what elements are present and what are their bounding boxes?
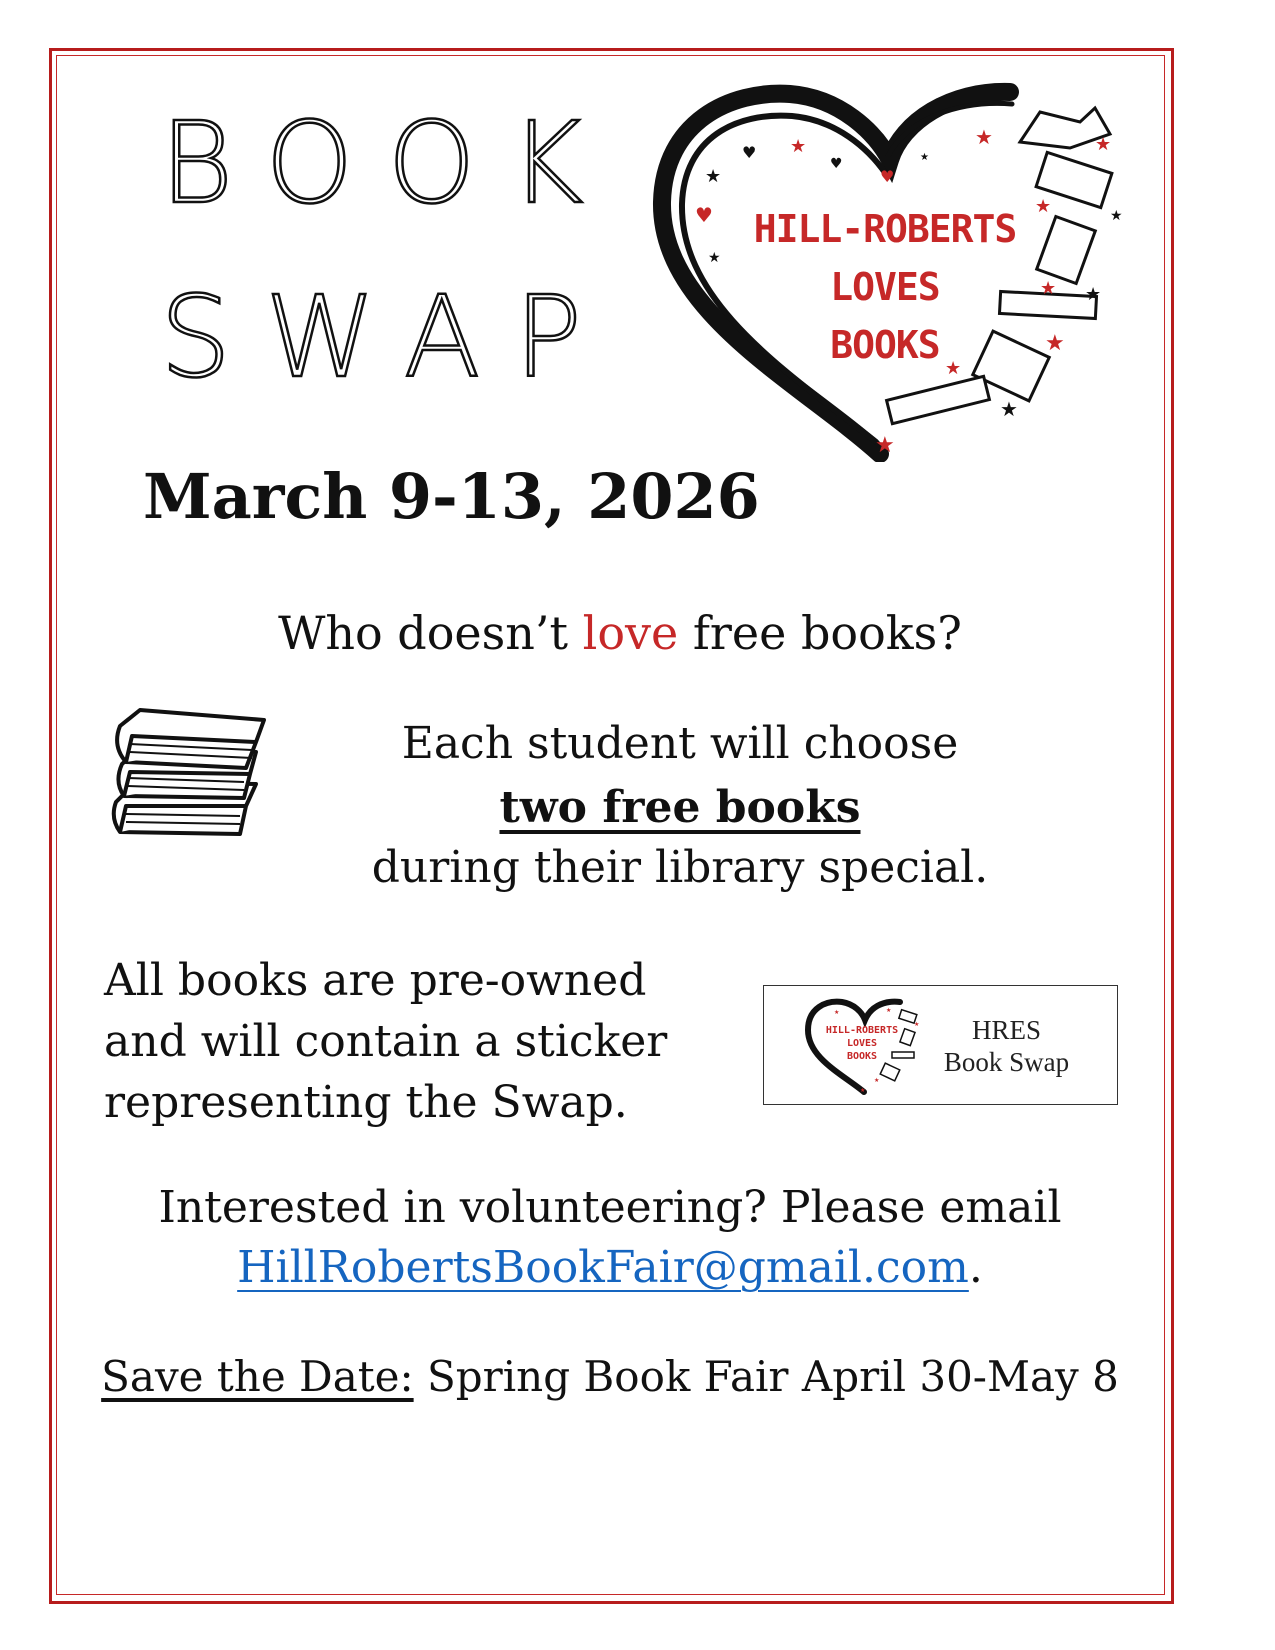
svg-text:♥: ♥: [830, 156, 843, 172]
svg-text:★: ★: [945, 358, 962, 379]
preowned-text: [104, 950, 667, 1133]
svg-text:★: ★: [1035, 196, 1052, 217]
email-link[interactable]: HillRobertsBookFair@gmail.com: [237, 1242, 969, 1293]
logo-line-2: LOVES: [830, 265, 940, 309]
svg-text:★: ★: [1045, 331, 1065, 356]
sticker-mini-1: HILL-ROBERTS: [825, 1025, 899, 1036]
svg-text:★: ★: [914, 1021, 920, 1028]
question-after: free books?: [678, 606, 962, 660]
svg-text:★: ★: [920, 152, 929, 163]
svg-text:★: ★: [1000, 397, 1018, 421]
save-the-date: [80, 1352, 1140, 1401]
sticker-mini-2: LOVES: [846, 1038, 878, 1049]
title-swap: SWAP: [160, 273, 616, 403]
sticker-sample: [763, 985, 1118, 1105]
email-line: [80, 1242, 1140, 1293]
sticker-mini-text: [822, 1024, 902, 1063]
preowned-line-2: and will contain a sticker: [104, 1016, 668, 1067]
event-date: March 9-13, 2026: [143, 460, 760, 533]
question-line: [160, 606, 1080, 660]
svg-text:★: ★: [705, 166, 722, 187]
preowned-line-3: representing the Swap.: [104, 1077, 628, 1128]
sticker-line-1: HRES: [971, 1015, 1042, 1045]
svg-text:★: ★: [874, 1077, 880, 1084]
choose-line-2: two free books: [499, 782, 861, 833]
svg-text:★: ★: [886, 1007, 892, 1014]
sticker-label: [924, 1014, 1089, 1078]
svg-text:★: ★: [875, 433, 895, 458]
volunteer-line: Interested in volunteering? Please email: [158, 1182, 1062, 1233]
title-book: BOOK: [160, 99, 618, 229]
choose-line-1: Each student will choose: [401, 718, 959, 769]
svg-text:★: ★: [708, 250, 721, 266]
svg-text:★: ★: [1085, 284, 1102, 305]
save-label: Save the Date:: [101, 1352, 414, 1401]
svg-text:★: ★: [1110, 208, 1123, 224]
svg-text:★: ★: [1040, 278, 1057, 299]
sticker-mini-3: BOOKS: [846, 1051, 878, 1062]
email-period: .: [968, 1242, 983, 1293]
logo-line-3: BOOKS: [830, 323, 940, 367]
svg-text:♥: ♥: [742, 143, 757, 162]
sticker-line-2: Book Swap: [943, 1047, 1070, 1077]
svg-text:★: ★: [834, 1009, 840, 1016]
question-before: Who doesn’t: [278, 606, 583, 660]
svg-text:♥: ♥: [880, 167, 895, 186]
svg-text:★: ★: [790, 136, 807, 157]
svg-text:★: ★: [975, 125, 993, 149]
save-text: Spring Book Fair April 30-May 8: [413, 1352, 1119, 1401]
choose-line-3: during their library special.: [371, 842, 989, 893]
logo-text: [740, 200, 1030, 374]
question-highlight: love: [582, 606, 679, 660]
svg-text:★: ★: [1095, 134, 1112, 155]
books-stack-icon: [106, 702, 276, 842]
preowned-line-1: All books are pre-owned: [104, 955, 647, 1006]
logo-line-1: HILL-ROBERTS: [753, 207, 1017, 251]
svg-text:♥: ♥: [695, 203, 713, 227]
svg-text:★: ★: [860, 1087, 866, 1094]
